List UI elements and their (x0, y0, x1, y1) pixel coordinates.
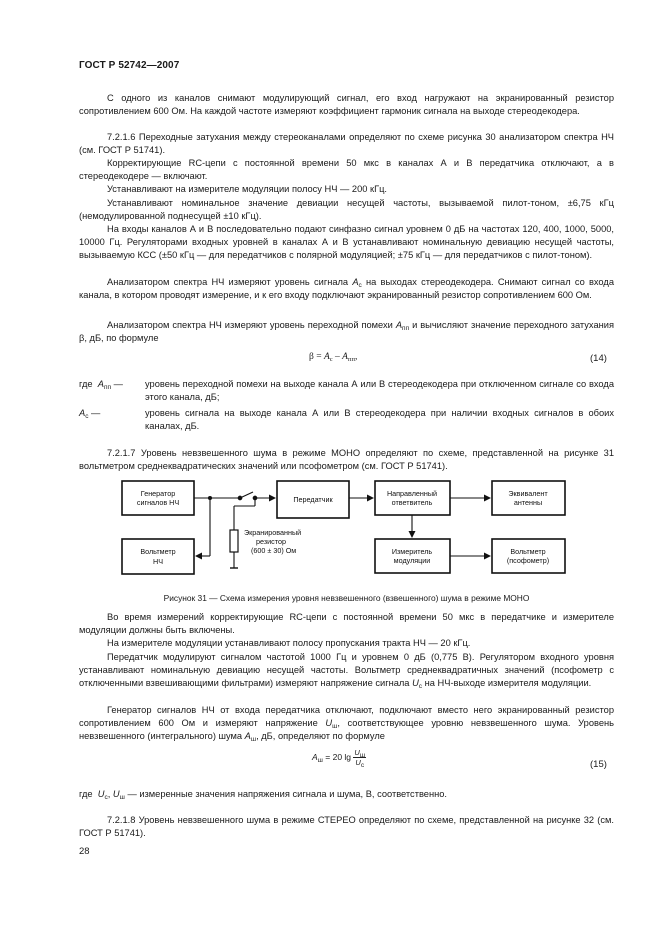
directional-coupler-block (375, 481, 450, 515)
psophometer-block (492, 539, 565, 573)
svg-text:Направленный: Направленный (386, 489, 438, 498)
figure-31-caption: Рисунок 31 — Схема измерения уровня невзвешенного (взвешенного) шума в режиме МОНО (163, 593, 530, 603)
svg-text:ответвитель: ответвитель (391, 498, 433, 507)
paragraph-disconnect-generator: Генератор сигналов НЧ от входа передатчика отключают, подключают вместо него экранированный резистор сопротивлением 600 Ом и измеряют напряжение $U_ш$, соответствующее уровню невзвешенного шума. Уровень невзвешенного (интегрального) шума $A_ш$, дБ, определяют по формуле (79, 705, 614, 744)
equation-number-15: (15) (590, 759, 607, 770)
where-item-app: где $A_{пп}$ — уровень переходной помехи на выходе канала А или В стереодекодера при отключенном сигнале со входа этого канала, дБ; (79, 379, 614, 403)
paragraph-modulate: Передатчик модулируют сигналом частотой 1000 Гц и уровнем 0 дБ (0,775 В). Регулятором входного уровня устанавливают номинальную девиацию несущей частоты. Вольтметр среднеквадратичных значений (псофометр с отключенными взвешивающими фильтрами) измеряют напряжение сигнала $U_с$ на НЧ-выходе измерителя модуляции. (79, 652, 614, 691)
svg-text:Измеритель: Измеритель (391, 547, 433, 556)
page-number: 28 (79, 846, 90, 857)
paragraph-1: С одного из каналов снимают модулирующий сигнал, его вход нагружают на экранированный резистор сопротивлением 600 Ом. На каждой частоте измеряют коэффициент гармоник сигнала на выходе стереодекодера. (79, 93, 614, 117)
formula-15: $A_ш = 20$ lg $\frac{U_ш}{U_с}$ (312, 748, 366, 769)
svg-text:Передатчик: Передатчик (293, 495, 333, 504)
figure-31-diagram (110, 472, 580, 588)
modulation-meter-block (375, 539, 450, 573)
paragraph-7-2-1-6: 7.2.1.6 Переходные затухания между стереоканалами определяют по схеме рисунка 30 анализатором спектра НЧ (см. ГОСТ Р 51741). (79, 132, 614, 156)
where-item-ac: $A_с$ — уровень сигнала на выходе канала А или В стереодекодера при наличии входных сигналов в обоих каналах, дБ. (79, 408, 614, 432)
paragraph-rc-circuits: Корректирующие RC-цепи с постоянной времени 50 мкс в каналах А и В передатчика отключают, а в стереодекодере — включают. (79, 158, 614, 182)
paragraph-analyzer-crosstalk: Анализатором спектра НЧ измеряют уровень переходной помехи $A_{пп}$ и вычисляют значение переходного затухания β, дБ, по формуле (79, 320, 614, 344)
lf-voltmeter-block (122, 539, 194, 574)
generator-block (122, 481, 194, 515)
svg-text:резистор: резистор (256, 537, 286, 546)
paragraph-analyzer-signal: Анализатором спектра НЧ измеряют уровень сигнала $A_с$ на выходах стереодекодера. Снимают сигнал со входа канала, в котором проводят измерение, и к его входу подключают экранированный резистор сопротивлением 600 Ом. (79, 277, 614, 301)
svg-text:Экранированный: Экранированный (244, 528, 302, 537)
shielded-resistor-symbol (230, 528, 301, 555)
svg-text:сигналов НЧ: сигналов НЧ (136, 498, 180, 507)
transmitter-block (277, 481, 349, 518)
where-item-uc-ush: где $U_с$, $U_ш$ — измеренные значения напряжения сигнала и шума, В, соответственно. (79, 789, 447, 801)
svg-text:модуляции: модуляции (393, 556, 431, 565)
antenna-equivalent-block (492, 481, 565, 515)
paragraph-7-2-1-8: 7.2.1.8 Уровень невзвешенного шума в режиме СТЕРЕО определяют по схеме, представленной на рисунке 32 (см. ГОСТ Р 51741). (79, 815, 614, 839)
svg-text:Генератор: Генератор (140, 489, 176, 498)
paragraph-7-2-1-7: 7.2.1.7 Уровень невзвешенного шума в режиме МОНО определяют по схеме, представленной на рисунке 31 вольтметром среднеквадратических значений или псофометром (см. ГОСТ Р 51741). (79, 448, 614, 472)
svg-text:антенны: антенны (513, 498, 543, 507)
paragraph-deviation: Устанавливают номинальное значение девиации несущей частоты, вызываемой пилот-тоном, ±6,75 кГц (немодулированной поднесущей ±10 кГц). (79, 198, 614, 222)
formula-14: $\beta = A_с - A_{пп}$, (309, 352, 358, 363)
svg-text:НЧ: НЧ (153, 557, 163, 566)
svg-text:Вольтметр: Вольтметр (140, 547, 176, 556)
equation-number-14: (14) (590, 353, 607, 364)
svg-text:Эквивалент: Эквивалент (508, 489, 548, 498)
paragraph-inputs: На входы каналов А и В последовательно подают синфазно сигнал уровнем 0 дБ на частотах 120, 400, 1000, 5000, 10000 Гц. Регуляторами входных уровней в каналах А и В устанавливают номинальную девиацию несущей частоты, вызываемую КСС (±50 кГц — для передатчиков с полярной модуляцией; ±75 кГц — для передатчиков с пилот-тоном). (79, 224, 614, 261)
svg-text:(псофометр): (псофометр) (506, 556, 550, 565)
paragraph-lf-bandwidth: На измерителе модуляции устанавливают полосу пропускания тракта НЧ — 20 кГц. (107, 638, 471, 648)
paragraph-rc-enabled: Во время измерений корректирующие RC-цепи с постоянной времени 50 мкс в передатчике и измерителе модуляции должны быть включены. (79, 612, 614, 636)
svg-text:(600 ± 30) Ом: (600 ± 30) Ом (251, 546, 297, 555)
paragraph-bandwidth: Устанавливают на измерителе модуляции полосу НЧ — 200 кГц. (107, 184, 388, 194)
svg-text:Вольтметр: Вольтметр (510, 547, 546, 556)
document-header: ГОСТ Р 52742—2007 (79, 60, 180, 71)
